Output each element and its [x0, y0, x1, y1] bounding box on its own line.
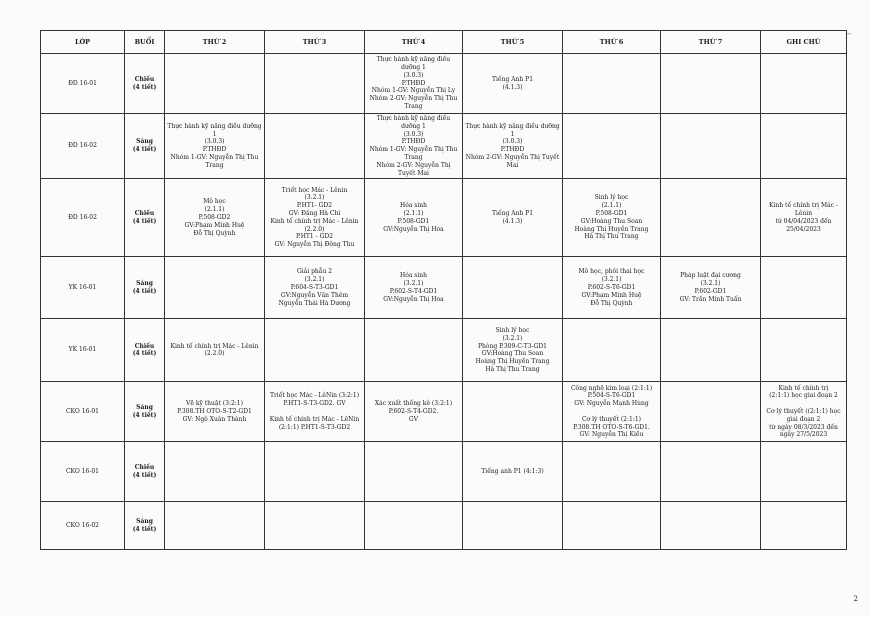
- schedule-cell: [165, 114, 265, 179]
- schedule-line: Tiếng Anh P1: [491, 210, 534, 218]
- schedule-line: Nhóm 2-GV: Nguyễn Thị Tuyết Mai: [465, 153, 560, 169]
- schedule-cell: [563, 502, 661, 550]
- table-row: [41, 54, 847, 114]
- schedule-cell: [365, 442, 463, 502]
- schedule-line: (2.1.1): [403, 210, 424, 218]
- schedule-line: Tiếng Anh P1: [491, 75, 534, 83]
- column-header: GHI CHÚ: [761, 31, 847, 54]
- schedule-line: P.HT1 - GD2: [295, 233, 334, 241]
- schedule-cell: [761, 54, 847, 114]
- schedule-line: Tiếng anh P1 (4:1:3): [481, 467, 544, 475]
- schedule-line: Nhóm 1-GV: Nguyễn Thị Thu Trang: [369, 146, 458, 161]
- schedule-line: [763, 400, 844, 408]
- session-line: (4 tiết): [132, 146, 157, 154]
- session-line: Sáng: [136, 404, 153, 412]
- schedule-line: (3.2.1): [304, 194, 325, 202]
- session-cell: [125, 179, 165, 257]
- class-cell: ĐD 16-02: [41, 179, 125, 257]
- header-row: [41, 31, 847, 54]
- schedule-cell: [661, 319, 761, 382]
- schedule-line: Mô học: [203, 198, 226, 206]
- session-line: (4 tiết): [132, 287, 157, 295]
- schedule-line: (3.0.3): [502, 138, 523, 146]
- schedule-line: [565, 408, 658, 416]
- schedule-line: P.THĐD: [401, 138, 426, 146]
- table-row: [41, 442, 847, 502]
- schedule-cell: [761, 502, 847, 550]
- schedule-line: Xác xuất thống kê (3:2:1) P.602-S-T4-GD2.: [374, 400, 453, 415]
- schedule-line: (3.0.3): [403, 71, 424, 79]
- schedule-line: (2:1:1) học giai đoạn 2: [769, 392, 838, 400]
- table-row: [41, 179, 847, 257]
- schedule-line: Sinh lý học: [495, 326, 530, 334]
- session-line: Sáng: [136, 138, 153, 146]
- schedule-line: (3.2.1): [304, 276, 325, 284]
- schedule-line: P.508-GD2: [198, 213, 231, 221]
- class-cell: YK 16-01: [41, 319, 125, 382]
- schedule-line: Cơ lý thuyết ((2:1:1) học giai đoạn 2: [766, 407, 841, 423]
- schedule-cell: [761, 442, 847, 502]
- schedule-cell: [761, 319, 847, 382]
- schedule-cell: [265, 179, 365, 257]
- schedule-cell: [661, 179, 761, 257]
- session-line: Chiều: [134, 210, 155, 218]
- schedule-line: (2.2.0): [204, 350, 225, 358]
- schedule-cell: [563, 257, 661, 319]
- session-cell: [125, 502, 165, 550]
- schedule-cell: [165, 54, 265, 114]
- schedule-line: GV:Hoàng Thu Soan: [580, 217, 643, 225]
- schedule-cell: [761, 382, 847, 442]
- schedule-line: Hoàng Thị Huyền Trang: [475, 358, 550, 366]
- schedule-cell: [563, 382, 661, 442]
- schedule-line: (3.2.1): [502, 334, 523, 342]
- schedule-line: P.308.TH OTO-S-T2-GD1: [177, 407, 252, 415]
- schedule-line: (3.2.1): [403, 280, 424, 288]
- schedule-line: Thực hành kỹ năng điều dưỡng 1: [376, 115, 451, 130]
- class-cell: YK 16-01: [41, 257, 125, 319]
- schedule-line: GV: Nguyễn Thị Đông Thu: [274, 241, 355, 249]
- schedule-line: Triết học Mác - LêNin (3:2:1): [269, 392, 360, 400]
- page-number: 2: [853, 595, 858, 603]
- class-cell: ĐD 16-02: [41, 114, 125, 179]
- schedule-line: (2.1.1): [204, 206, 225, 214]
- corner-mark: ⌐: [845, 30, 852, 39]
- schedule-line: Nhóm 2-GV: Nguyễn Thị Thu Trang: [369, 95, 458, 110]
- schedule-cell: [165, 442, 265, 502]
- schedule-cell: [265, 257, 365, 319]
- schedule-line: Kinh tế chính trị Mác - Lênin: [270, 217, 359, 225]
- table-row: [41, 114, 847, 179]
- schedule-cell: [265, 319, 365, 382]
- schedule-cell: [463, 442, 563, 502]
- schedule-line: P.THĐD: [500, 146, 525, 154]
- schedule-line: P.602-S-T4-GD1: [389, 287, 438, 295]
- schedule-cell: [165, 502, 265, 550]
- schedule-line: P.THĐD: [202, 146, 227, 154]
- schedule-line: Phòng P.309-C-T3-GD1: [477, 342, 547, 350]
- schedule-cell: [165, 382, 265, 442]
- schedule-cell: [463, 179, 563, 257]
- schedule-line: P.HT1-S-T3-GD2. GV: [283, 400, 346, 408]
- session-line: Chiều: [134, 342, 155, 350]
- schedule-line: P.508-GD1: [397, 217, 430, 225]
- session-line: (4 tiết): [132, 411, 157, 419]
- table-row: [41, 319, 847, 382]
- session-line: (4 tiết): [132, 350, 157, 358]
- schedule-line: Pháp luật đại cương: [680, 272, 741, 280]
- column-header: THỨ 3: [265, 31, 365, 54]
- schedule-line: (4.1.3): [502, 217, 523, 225]
- schedule-cell: [365, 382, 463, 442]
- schedule-line: Đỗ Thị Quỳnh: [193, 229, 236, 237]
- schedule-cell: [365, 502, 463, 550]
- schedule-cell: [365, 54, 463, 114]
- schedule-cell: [661, 442, 761, 502]
- schedule-cell: [165, 257, 265, 319]
- schedule-line: Hà Thị Thu Trang: [485, 365, 540, 373]
- session-line: (4 tiết): [132, 83, 157, 91]
- session-line: (4 tiết): [132, 471, 157, 479]
- schedule-line: (4.1.3): [502, 83, 523, 91]
- schedule-cell: [463, 382, 563, 442]
- session-cell: [125, 114, 165, 179]
- session-line: Chiều: [134, 464, 155, 472]
- session-line: (4 tiết): [132, 525, 157, 533]
- timetable-sheet: [40, 30, 846, 550]
- schedule-line: (2.1.1): [601, 202, 622, 210]
- column-header: THỨ 4: [365, 31, 463, 54]
- schedule-line: GV: Nguyễn Thị Kiều: [579, 431, 644, 439]
- schedule-cell: [563, 442, 661, 502]
- schedule-line: Thực hành kỹ năng điều dưỡng 1: [376, 56, 451, 71]
- schedule-line: GV:Hoàng Thu Soan: [481, 350, 544, 358]
- session-cell: [125, 257, 165, 319]
- schedule-line: GV: [408, 415, 419, 423]
- schedule-line: Thực hành kỹ năng điều dưỡng 1: [167, 122, 262, 138]
- schedule-line: Thực hành kỹ năng điều dưỡng 1: [465, 122, 560, 138]
- schedule-line: Vẽ kỹ thuật (3:2:1): [186, 400, 243, 408]
- schedule-cell: [265, 382, 365, 442]
- schedule-cell: [265, 442, 365, 502]
- schedule-line: Kinh tế chính trị Mác - Lênin: [170, 342, 259, 350]
- schedule-line: Nhóm 2-GV: Nguyễn Thị Tuyết Mai: [376, 161, 451, 177]
- schedule-line: GV: Ngô Xuân Thành: [182, 415, 247, 423]
- schedule-cell: [365, 319, 463, 382]
- schedule-cell: [761, 179, 847, 257]
- schedule-cell: [563, 319, 661, 382]
- schedule-line: Cơ lý thuyết (2:1:1): [581, 415, 642, 423]
- schedule-line: (2.2.0): [304, 225, 325, 233]
- session-line: Sáng: [136, 518, 153, 526]
- schedule-cell: [761, 257, 847, 319]
- schedule-line: Hóa sinh: [399, 272, 428, 280]
- schedule-line: Mô học, phôi thai học: [578, 268, 645, 276]
- class-cell: CKO 16-01: [41, 382, 125, 442]
- schedule-line: Hóa sinh: [399, 202, 428, 210]
- schedule-cell: [661, 502, 761, 550]
- table-row: [41, 257, 847, 319]
- column-header: LỚP: [41, 31, 125, 54]
- schedule-line: Sinh lý học: [594, 194, 629, 202]
- timetable-body: [41, 54, 847, 550]
- session-cell: [125, 319, 165, 382]
- class-cell: CKO 16-01: [41, 442, 125, 502]
- schedule-cell: [265, 54, 365, 114]
- session-line: (4 tiết): [132, 217, 157, 225]
- session-cell: [125, 442, 165, 502]
- schedule-cell: [463, 319, 563, 382]
- schedule-line: GV:Phạm Minh Huệ: [184, 221, 245, 229]
- schedule-line: (3.0.3): [403, 130, 424, 138]
- column-header: THỨ 5: [463, 31, 563, 54]
- schedule-line: từ ngày 08/3/2023 đến ngày 27/5/2023: [769, 423, 838, 439]
- schedule-line: GV: Đặng Hà Chi: [288, 210, 341, 218]
- schedule-cell: [463, 54, 563, 114]
- schedule-line: Nguyễn Thái Hà Dương: [278, 299, 351, 307]
- column-header: THỨ 7: [661, 31, 761, 54]
- schedule-line: (2:1:1) P.HT1-S-T3-GD2: [278, 423, 351, 431]
- schedule-line: Công nghệ kim loại (2:1:1) P.504-S-T6-GD1: [570, 384, 653, 400]
- schedule-cell: [265, 502, 365, 550]
- class-cell: ĐD 16-01: [41, 54, 125, 114]
- schedule-cell: [661, 257, 761, 319]
- schedule-line: GV:Nguyễn Văn Thêm: [280, 291, 349, 299]
- class-cell: CKO 16-02: [41, 502, 125, 550]
- schedule-cell: [563, 179, 661, 257]
- schedule-line: GV: Nguyễn Mạnh Hùng: [574, 400, 649, 408]
- schedule-cell: [661, 382, 761, 442]
- session-line: Sáng: [136, 280, 153, 288]
- schedule-line: Giải phẫu 2: [296, 268, 333, 276]
- schedule-line: P.508-GD1: [595, 210, 628, 218]
- column-header: THỨ 6: [563, 31, 661, 54]
- schedule-line: GV:Nguyễn Thị Hoa: [383, 295, 444, 303]
- schedule-line: P.HT1- GD2: [296, 202, 333, 210]
- schedule-line: Hoàng Thị Huyền Trang: [574, 225, 649, 233]
- schedule-line: (3.0.3): [204, 138, 225, 146]
- schedule-line: (3.2.1): [700, 280, 721, 288]
- schedule-cell: [463, 257, 563, 319]
- schedule-line: Hà Thị Thu Trang: [584, 233, 639, 241]
- table-row: [41, 502, 847, 550]
- column-header: BUỔI: [125, 31, 165, 54]
- schedule-line: Kinh tế chính trị: [778, 384, 829, 392]
- schedule-line: GV:Nguyễn Thị Hoa: [383, 225, 444, 233]
- schedule-line: GV: Trần Minh Tuấn: [679, 295, 742, 303]
- schedule-cell: [761, 114, 847, 179]
- schedule-cell: [463, 114, 563, 179]
- schedule-line: P.602-GD1: [694, 287, 727, 295]
- schedule-line: P.604-S-T3-GD1: [290, 283, 339, 291]
- schedule-line: GV:Phạm Minh Huệ: [581, 291, 642, 299]
- schedule-cell: [165, 179, 265, 257]
- schedule-cell: [365, 257, 463, 319]
- schedule-line: Nhóm 1-GV: Nguyễn Thị Thu Trang: [170, 153, 259, 169]
- schedule-line: P.THĐD: [401, 79, 426, 87]
- session-line: Chiều: [134, 75, 155, 83]
- column-header: THỨ 2: [165, 31, 265, 54]
- schedule-cell: [661, 54, 761, 114]
- schedule-cell: [165, 319, 265, 382]
- schedule-line: Nhóm 1-GV: Nguyễn Thị Ly: [371, 87, 456, 95]
- timetable: [40, 30, 847, 550]
- schedule-cell: [463, 502, 563, 550]
- schedule-cell: [365, 114, 463, 179]
- schedule-cell: [563, 114, 661, 179]
- schedule-cell: [365, 179, 463, 257]
- schedule-line: Kinh tế chính trị Mác - Lênin: [769, 202, 838, 218]
- schedule-line: [267, 408, 362, 416]
- schedule-line: Kinh tế chính trị Mác - LêNin: [269, 415, 360, 423]
- schedule-cell: [563, 54, 661, 114]
- schedule-cell: [661, 114, 761, 179]
- schedule-line: Đỗ Thị Quỳnh: [590, 299, 633, 307]
- schedule-line: P.602-S-T6-GD1: [587, 283, 636, 291]
- schedule-line: từ 04/04/2023 đến 25/04/2023: [775, 217, 832, 233]
- schedule-cell: [265, 114, 365, 179]
- session-cell: [125, 382, 165, 442]
- schedule-line: (3.2.1): [601, 276, 622, 284]
- session-cell: [125, 54, 165, 114]
- table-row: [41, 382, 847, 442]
- schedule-line: Triết học Mác - Lênin: [281, 186, 348, 194]
- schedule-line: P.308.TH OTO-S-T6-GD1.: [573, 423, 650, 431]
